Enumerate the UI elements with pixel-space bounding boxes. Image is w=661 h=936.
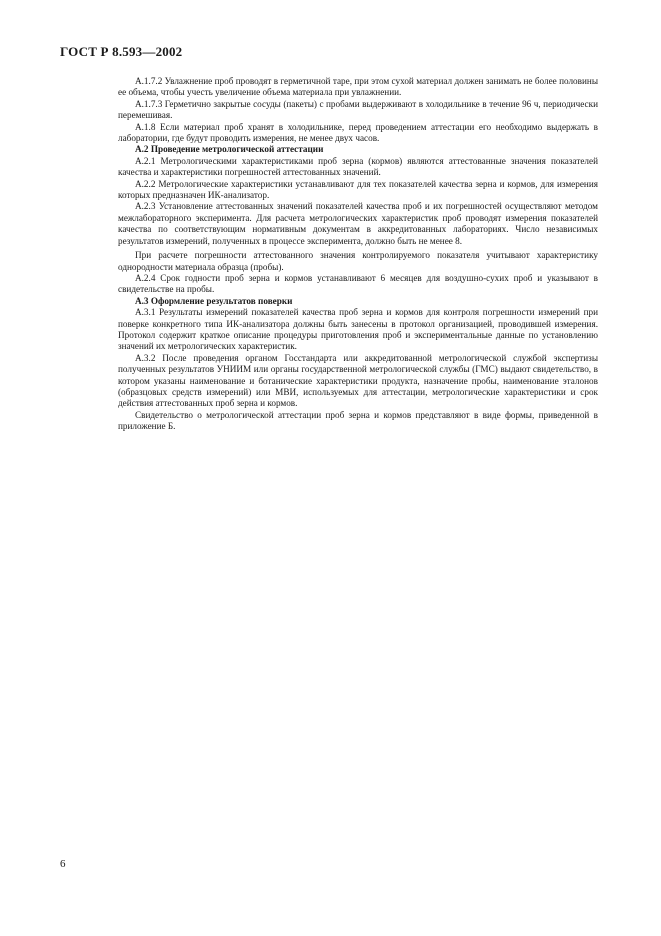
paragraph: А.1.8 Если материал проб хранят в холодильнике, перед проведением аттестации его необходимо выдержать в лаборатории, где будут проводить измерения, не менее двух часов. [118,121,598,144]
paragraph: А.2.1 Метрологическими характеристиками проб зерна (кормов) являются аттестованные значения показателей качества и характеристики погрешностей аттестованных значений. [118,155,598,178]
paragraph: При расчете погрешности аттестованного значения контролируемого показателя учитывают характеристику однородности материала образца (пробы). [118,250,598,272]
paragraph: А.1.7.2 Увлажнение проб проводят в герметичной таре, при этом сухой материал должен занимать не более половины ее объема, чтобы учесть увеличение объема материала при увлажнении. [118,76,598,98]
document-header: ГОСТ Р 8.593—2002 [60,44,183,59]
paragraph: А.3.2 После проведения органом Госстандарта или аккредитованной метрологической службой экспертизы полученных результатов УНИИМ или органы государственной метрологической службы (ГМС) выдают свидетельство, в котором указаны наименование и ботанические характеристики продукта, назначение пробы, наименование эталонов (образцовых средств измерений) или МВИ, используемых для аттестации, метрологические характеристики и срок действия аттестованных проб зерна и кормов. [118,352,598,409]
paragraph: А.3.1 Результаты измерений показателей качества проб зерна и кормов для контроля погрешности измерений при поверке конкретного типа ИК-анализатора должны быть занесены в протокол организацией, проводившей измерения. Протокол содержит краткое описание процедуры приготовления проб и экспериментальные данные по установлению значений их метрологических характеристик. [118,307,598,352]
paragraph: А.1.7.3 Герметично закрытые сосуды (пакеты) с пробами выдерживают в холодильнике в течение 96 ч, периодически перемешивая. [118,98,598,121]
page-number: 6 [60,858,66,870]
section-heading: А.2 Проведение метрологической аттестации [135,144,324,155]
paragraph: А.2.2 Метрологические характеристики устанавливают для тех показателей качества зерна и кормов, для измерения которых предназначен ИК-анализатор. [118,178,598,201]
document-body [118,76,598,433]
paragraph: А.2.3 Установление аттестованных значений показателей качества проб и их погрешностей осуществляют методом межлабораторного эксперимента. Для расчета метрологических характеристик проб проводят измерения показателей качества по соответствующим нормативным документам в аккредитованных лабораториях. Число независимых результатов измерений, полученных в процессе эксперимента, должно быть не менее 8. [118,201,598,246]
paragraph: Свидетельство о метрологической аттестации проб зерна и кормов представляют в виде формы, приведенной в приложение Б. [118,409,598,432]
paragraph: А.2.4 Срок годности проб зерна и кормов устанавливают 6 месяцев для воздушно-сухих проб и указывают в свидетельстве на пробы. [118,272,598,295]
section-heading: А.3 Оформление результатов поверки [135,295,293,306]
